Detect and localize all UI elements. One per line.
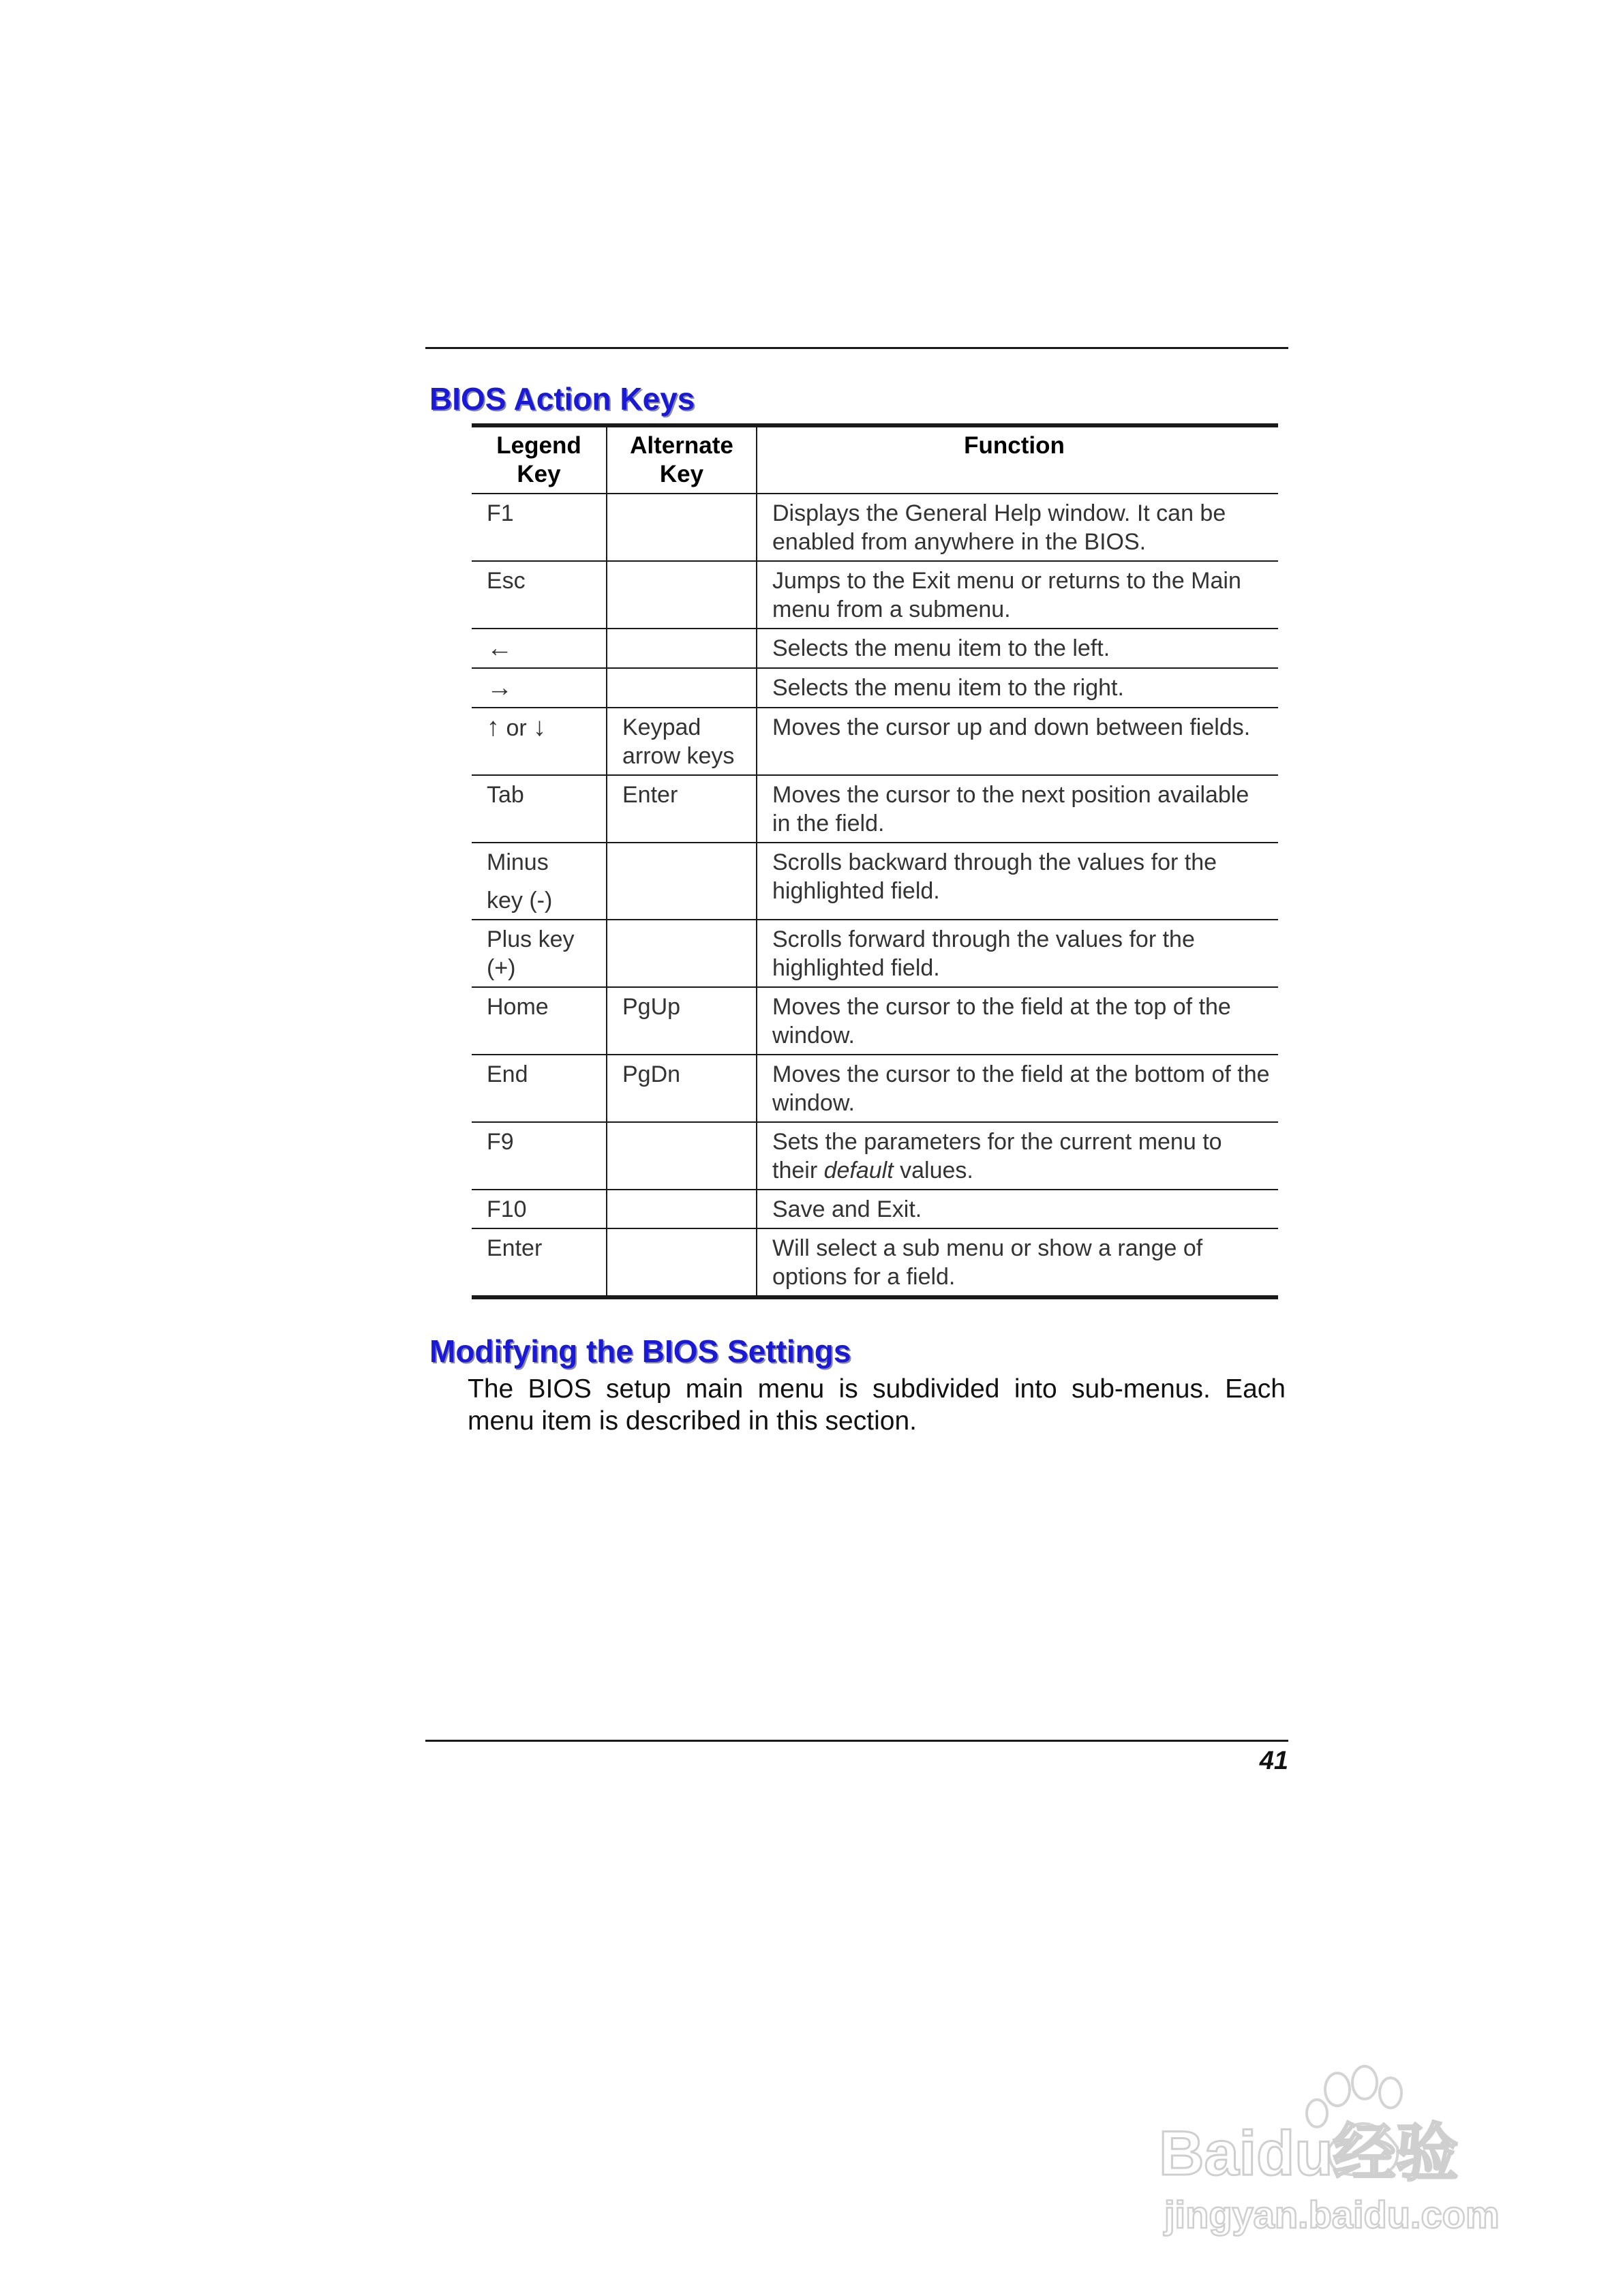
function-cell: Save and Exit. [757, 1190, 1278, 1228]
alternate-key-cell [607, 629, 757, 668]
modifying-paragraph: The BIOS setup main menu is subdivided into sub-menus. Each menu item is described in this section. [468, 1374, 1286, 1436]
legend-key-cell [472, 708, 607, 775]
function-cell: Selects the menu item to the left. [757, 629, 1278, 668]
legend-header-line1: Legend [496, 432, 581, 459]
legend-key-cell: F1 [472, 494, 607, 561]
table-row [472, 1055, 1278, 1122]
watermark-url: jingyan.baidu.com [1164, 2193, 1500, 2236]
function-header: Function [964, 432, 1065, 459]
table-row [472, 843, 1278, 920]
function-cell: Jumps to the Exit menu or returns to the Main menu from a submenu. [757, 561, 1278, 629]
modifying-bios-settings-heading: Modifying the BIOS Settings [429, 1333, 851, 1369]
up-arrow-icon: ↑ [487, 713, 500, 742]
header-rule [425, 347, 1288, 349]
table-row [472, 668, 1278, 708]
function-cell: Moves the cursor up and down between fields. [757, 708, 1278, 775]
alternate-key-cell: Enter [607, 775, 757, 843]
function-text: Sets the parameters for the current menu to their [772, 1129, 1222, 1183]
function-cell: Moves the cursor to the field at the top of the window. [757, 987, 1278, 1055]
bios-action-keys-table [472, 423, 1278, 1299]
alternate-key-header [607, 425, 757, 494]
table-row [472, 775, 1278, 843]
or-label: or [506, 715, 527, 741]
table-row [472, 1228, 1278, 1297]
down-arrow-icon: ↓ [533, 713, 547, 742]
alternate-header-line2: Key [659, 461, 704, 487]
legend-key-cell: F10 [472, 1190, 607, 1228]
table-row [472, 1190, 1278, 1228]
alternate-key-cell: PgUp [607, 987, 757, 1055]
function-cell: Displays the General Help window. It can be enabled from anywhere in the BIOS. [757, 494, 1278, 561]
table-row [472, 561, 1278, 629]
function-cell: Moves the cursor to the field at the bottom of the window. [757, 1055, 1278, 1122]
default-emphasis: default [823, 1158, 894, 1183]
function-cell: Scrolls backward through the values for the highlighted field. [757, 843, 1278, 920]
table-row [472, 494, 1278, 561]
legend-key-cell: Tab [472, 775, 607, 843]
table-row [472, 920, 1278, 987]
alternate-key-cell [607, 1122, 757, 1190]
alternate-header-line1: Alternate [630, 432, 733, 459]
function-cell: Will select a sub menu or show a range of options for a field. [757, 1228, 1278, 1297]
legend-header-line2: Key [517, 461, 561, 487]
alternate-key-cell [607, 920, 757, 987]
alternate-key-cell [607, 561, 757, 629]
table-row [472, 708, 1278, 775]
function-cell: Selects the menu item to the right. [757, 668, 1278, 708]
alternate-key-cell [607, 1228, 757, 1297]
minus-key-line2: key (-) [487, 888, 553, 913]
legend-key-cell: Enter [472, 1228, 607, 1297]
function-cell: Moves the cursor to the next position available in the field. [757, 775, 1278, 843]
table-row [472, 629, 1278, 668]
minus-key-line1: Minus [487, 849, 549, 875]
legend-key-cell: Esc [472, 561, 607, 629]
alternate-key-cell: Keypad arrow keys [607, 708, 757, 775]
alternate-key-cell [607, 843, 757, 920]
function-text-end: values. [893, 1158, 973, 1183]
table-header-row [472, 425, 1278, 494]
function-cell: Scrolls forward through the values for the highlighted field. [757, 920, 1278, 987]
page-number: 41 [1259, 1747, 1288, 1775]
baidu-jingyan-watermark [1159, 2059, 1541, 2263]
alternate-key-cell [607, 668, 757, 708]
legend-key-cell: F9 [472, 1122, 607, 1190]
legend-key-cell [472, 843, 607, 920]
alternate-key-cell [607, 1190, 757, 1228]
legend-key-cell: Home [472, 987, 607, 1055]
legend-key-header [472, 425, 607, 494]
right-arrow-icon: → [487, 674, 513, 702]
bios-action-keys-heading: BIOS Action Keys [429, 381, 695, 417]
left-arrow-icon: ← [487, 634, 513, 663]
legend-key-cell: End [472, 1055, 607, 1122]
footer-rule [425, 1740, 1288, 1742]
legend-key-cell [472, 629, 607, 668]
legend-key-cell [472, 668, 607, 708]
table-row [472, 987, 1278, 1055]
watermark-brand: Baidu经验 [1159, 2119, 1459, 2188]
alternate-key-cell: PgDn [607, 1055, 757, 1122]
alternate-key-cell [607, 494, 757, 561]
legend-key-cell: Plus key (+) [472, 920, 607, 987]
table-row [472, 1122, 1278, 1190]
function-cell [757, 1122, 1278, 1190]
